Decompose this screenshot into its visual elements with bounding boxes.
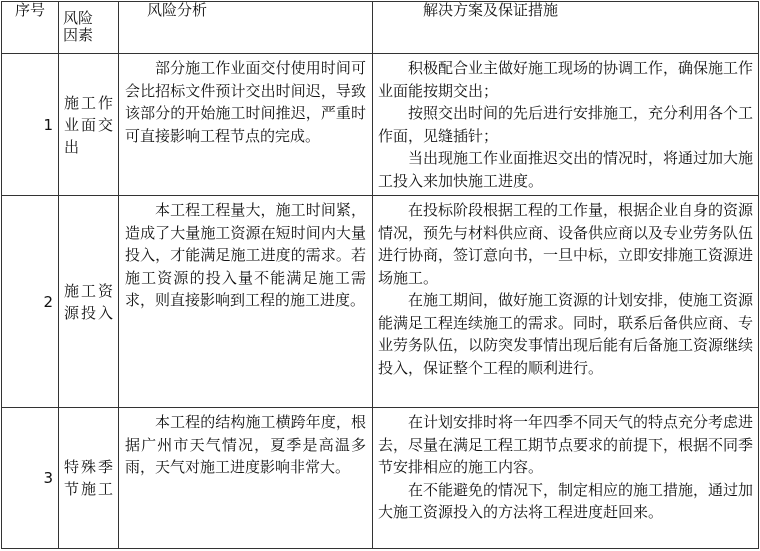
- table-header-row: [2, 2, 759, 54]
- solution-cell: [373, 54, 759, 196]
- risk-factor: 施工作业面交出: [59, 54, 119, 196]
- solution-cell: [373, 408, 759, 549]
- table-row: [2, 408, 759, 549]
- header-factor-text: 风险因素: [63, 9, 94, 44]
- solution-paragraph: 按照交出时间的先后进行安排施工，充分利用各个工作面，见缝插针；: [378, 104, 754, 145]
- risk-analysis: 本工程的结构施工横跨年度，根据广州市天气情况，夏季是高温多雨，天气对施工进度影响非常大。: [119, 408, 373, 549]
- solution-paragraph: 当出现施工作业面推迟交出的情况时，将通过加大施工投入来加快施工进度。: [378, 149, 754, 190]
- risk-table: [1, 1, 759, 549]
- solution-paragraph: 在施工期间，做好施工资源的计划安排，使施工资源能满足工程连续施工的需求。同时，联系后备供应商、专业劳务队伍，以防突发事情出现后能有后备施工资源继续投入，保证整个工程的顺利进行。: [378, 291, 754, 377]
- header-index: 序号: [2, 2, 59, 54]
- solution-paragraph: 在计划安排时将一年四季不同天气的特点充分考虑进去，尽量在满足工程工期节点要求的前提下，根据不同季节安排相应的施工内容。: [378, 413, 754, 476]
- solution-paragraph: 在不能避免的情况下，制定相应的施工措施，通过加大施工资源投入的方法将工程进度赶回来。: [378, 480, 754, 521]
- risk-factor: 施工资源投入: [59, 196, 119, 408]
- table-row: [2, 54, 759, 196]
- risk-analysis: 部分施工作业面交付使用时间可会比招标文件预计交出时间迟，导致该部分的开始施工时间推迟，严重时可直接影响工程节点的完成。: [119, 54, 373, 196]
- row-index: 2: [2, 196, 59, 408]
- risk-factor: 特殊季节施工: [59, 408, 119, 549]
- solution-paragraph: 积极配合业主做好施工现场的协调工作，确保施工作业面能按期交出；: [378, 59, 754, 100]
- table-row: [2, 196, 759, 408]
- header-solution: 解决方案及保证措施: [373, 2, 759, 54]
- solution-cell: [373, 196, 759, 408]
- risk-analysis: 本工程工程量大，施工时间紧，造成了大量施工资源在短时间内大量投入，才能满足施工进度的需求。若施工资源的投入量不能满足施工需求，则直接影响到工程的施工进度。: [119, 196, 373, 408]
- header-analysis: 风险分析: [119, 2, 373, 54]
- row-index: 3: [2, 408, 59, 549]
- header-factor: [59, 2, 119, 54]
- solution-paragraph: 在投标阶段根据工程的工作量，根据企业自身的资源情况，预先与材料供应商、设备供应商以及专业劳务队伍进行协商，签订意向书，一旦中标，立即安排施工资源进场施工。: [378, 201, 754, 287]
- row-index: 1: [2, 54, 59, 196]
